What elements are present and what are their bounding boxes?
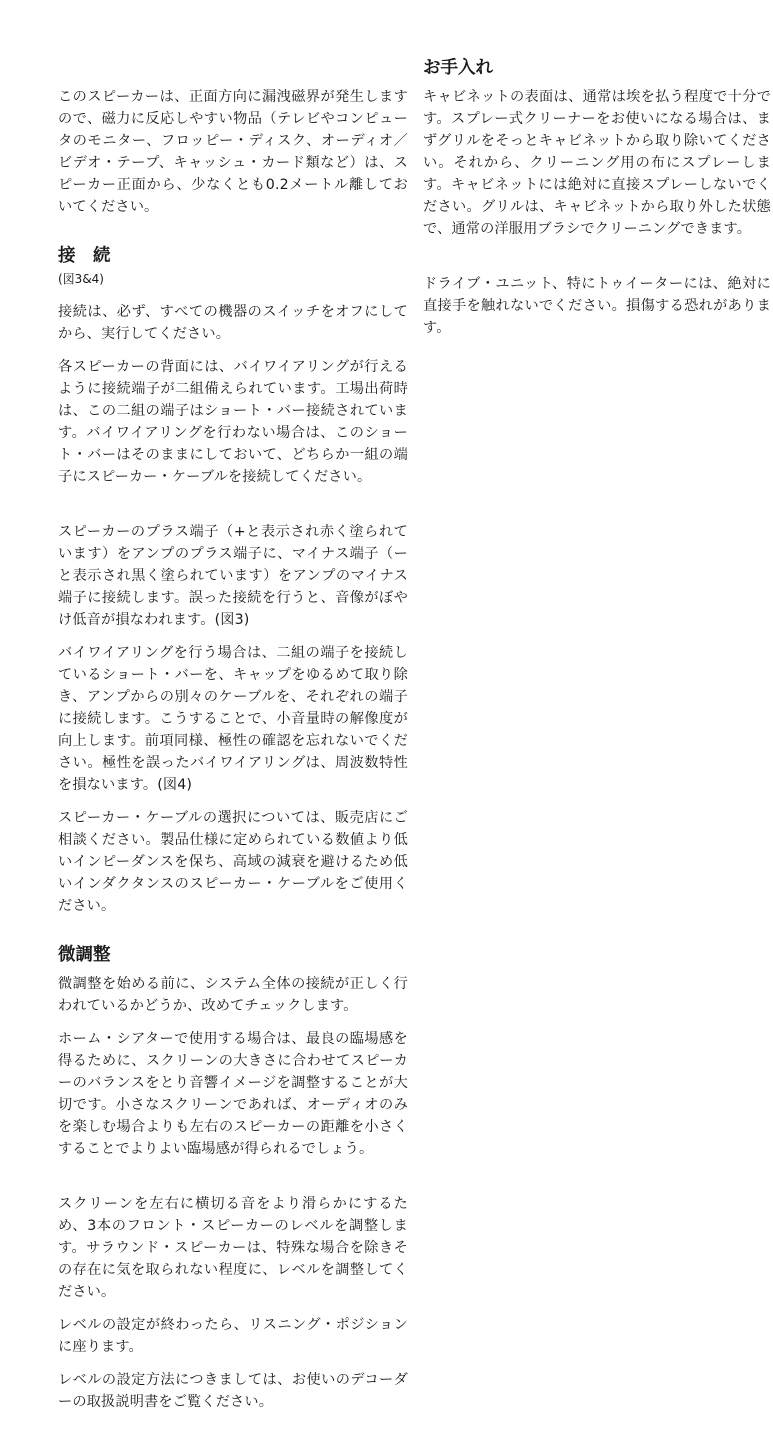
magnetic-field-warning-paragraph: このスピーカーは、正面方向に漏洩磁界が発生しますので、磁力に反応しやすい物品（テレビやコンピュータのモニター、フロッピー・ディスク、オーディオ／ビデオ・テープ、キャッシュ・カード類など）は、スピーカー正面から、少なくとも0.2メートル離しておいてください。	[58, 89, 408, 215]
bi-wiring-terminals-paragraph: 各スピーカーの背面には、バイワイアリングが行えるように接続端子が二組備えられています。工場出荷時は、この二組の端子はショート・バー接続されています。バイワイアリングを行わない場合は、このショート・バーはそのままにしておいて、どちらか一組の端子にスピーカー・ケーブルを接続してください。	[58, 359, 408, 485]
drive-unit-warning-paragraph: ドライブ・ユニット、特にトゥイーターには、絶対に直接手を触れないでください。損傷する恐れがあります。	[423, 276, 771, 336]
listening-position-paragraph: レベルの設定が終わったら、リスニング・ポジションに座ります。	[58, 1317, 408, 1355]
fine-tuning-heading: 微調整	[58, 945, 111, 965]
home-theater-paragraph: ホーム・シアターで使用する場合は、最良の臨場感を得るために、スクリーンの大きさに合わせてスピーカーのバランスをとり音響イメージを調整することが大切です。小さなスクリーンであれば、オーディオのみを楽しむ場合よりも左右のスピーカーの距離を小さくすることでよりよい臨場感が得られるでしょう。	[58, 1031, 408, 1157]
connection-power-off-paragraph: 接続は、必ず、すべての機器のスイッチをオフにしてから、実行してください。	[58, 304, 408, 342]
decoder-manual-paragraph: レベルの設定方法につきましては、お使いのデコーダーの取扱説明書をご覧ください。	[58, 1372, 408, 1410]
fine-tuning-check-paragraph: 微調整を始める前に、システム全体の接続が正しく行われているかどうか、改めてチェックします。	[58, 976, 408, 1014]
speaker-cable-selection-paragraph: スピーカー・ケーブルの選択については、販売店にご相談ください。製品仕様に定められている数値より低いインピーダンスを保ち、高域の減衰を避けるため低いインダクタンスのスピーカー・ケーブルをご使用ください。	[58, 810, 408, 914]
bi-wiring-procedure-paragraph: バイワイアリングを行う場合は、二組の端子を接続しているショート・バーを、キャップをゆるめて取り除き、アンプからの別々のケーブルを、それぞれの端子に接続します。こうすることで、小音量時の解像度が向上します。前項同様、極性の確認を忘れないでください。極性を誤ったバイワイアリングは、周波数特性を損ないます。(図4)	[58, 645, 408, 793]
care-heading: お手入れ	[423, 58, 493, 78]
front-speaker-level-paragraph: スクリーンを左右に横切る音をより滑らかにするため、3本のフロント・スピーカーのレベルを調整します。サラウンド・スピーカーは、特殊な場合を除きその存在に気を取られない程度に、レベルを調整してください。	[58, 1196, 408, 1300]
polarity-paragraph: スピーカーのプラス端子（+と表示され赤く塗られています）をアンプのプラス端子に、マイナス端子（ーと表示され黒く塗られています）をアンプのマイナス端子に接続します。誤った接続を行うと、音像がぼやけ低音が損なわれます。(図3)	[58, 524, 408, 628]
cabinet-cleaning-paragraph: キャビネットの表面は、通常は埃を払う程度で十分です。スプレー式クリーナーをお使いになる場合は、まずグリルをそっとキャビネットから取り除いてください。それから、クリーニング用の布にスプレーします。キャビネットには絶対に直接スプレーしないでください。グリルは、キャビネットから取り外した状態で、通常の洋服用ブラシでクリーニングできます。	[423, 89, 771, 237]
connection-heading: 接 続	[58, 246, 111, 266]
connection-figure-note: (図3&4)	[58, 272, 104, 286]
